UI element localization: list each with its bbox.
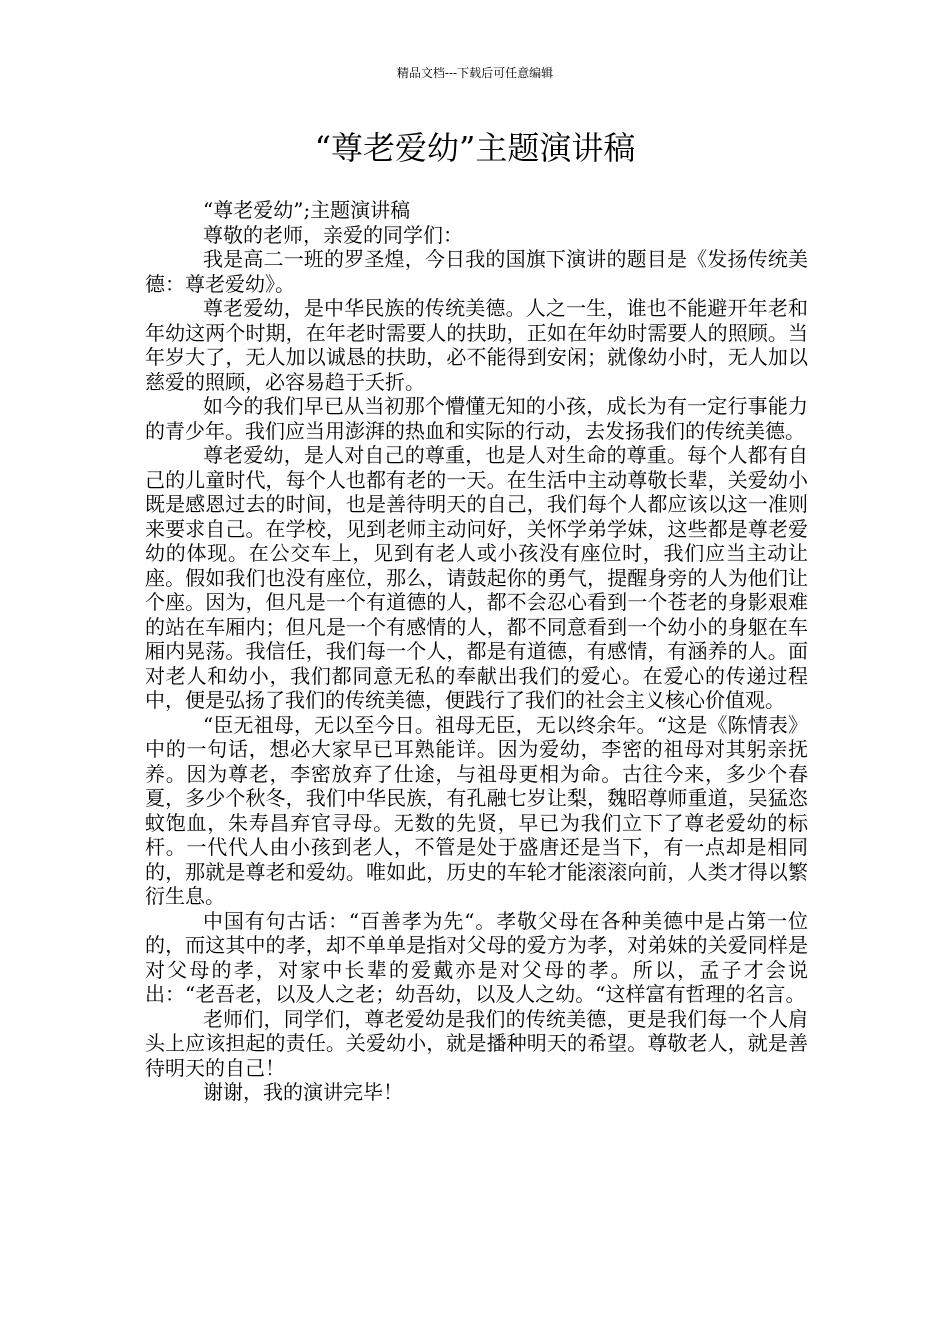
- speech-heading-line: “尊老爱幼”;主题演讲稿: [203, 198, 411, 222]
- speech-body: [145, 198, 808, 1105]
- salutation: 尊敬的老师，亲爱的同学们：: [203, 222, 463, 247]
- paragraph-conclusion: 老师们，同学们，尊老爱幼是我们的传统美德，更是我们每一个人肩头上应该担起的责任。关爱幼小，就是播种明天的希望。尊敬老人，就是善待明天的自己！: [145, 1006, 808, 1080]
- paragraph: 如今的我们早已从当初那个懵懂无知的小孩，成长为有一定行事能力的青少年。我们应当用澎湃的热血和实际的行动，去发扬我们的传统美德。: [145, 394, 808, 443]
- document-title: “尊老爱幼”主题演讲稿: [314, 129, 636, 167]
- paragraph: 尊老爱幼，是中华民族的传统美德。人之一生，谁也不能避开年老和年幼这两个时期，在年老时需要人的扶助，正如在年幼时需要人的照顾。当年岁大了，无人加以诚恳的扶助，必不能得到安闲；就像幼小时，无人加以慈爱的照顾，必容易趋于夭折。: [145, 296, 808, 394]
- paragraph: 尊老爱幼，是人对自己的尊重，也是人对生命的尊重。每个人都有自己的儿童时代，每个人也都有老的一天。在生活中主动尊敬长辈，关爱幼小既是感恩过去的时间，也是善待明天的自己，我们每个人都应该以这一准则来要求自己。在学校，见到老师主动问好，关怀学弟学妹，这些都是尊老爱幼的体现。在公交车上，见到有老人或小孩没有座位时，我们应当主动让座。假如我们也没有座位，那么，请鼓起你的勇气，提醒身旁的人为他们让个座。因为，但凡是一个有道德的人，都不会忍心看到一个苍老的身影艰难的站在车厢内；但凡是一个有感情的人，都不同意看到一个幼小的身躯在车厢内晃荡。我信任，我们每一个人，都是有道德，有感情，有涵养的人。面对老人和幼小，我们都同意无私的奉献出我们的爱心。在爱心的传递过程中，便是弘扬了我们的传统美德，便践行了我们的社会主义核心价值观。: [145, 443, 808, 712]
- paragraph-introduction: 我是高二一班的罗圣煌，今日我的国旗下演讲的题目是《发扬传统美德：尊老爱幼》。: [145, 247, 808, 296]
- closing-line: 谢谢，我的演讲完毕！: [203, 1080, 403, 1104]
- paragraph: 中国有句古话：“百善孝为先“。孝敬父母在各种美德中是占第一位的，而这其中的孝，却不单单是指对父母的爱方为孝，对弟妹的关爱同样是对父母的孝，对家中长辈的爱戴亦是对父母的孝。所以，孟子才会说出：“老吾老，以及人之老；幼吾幼，以及人之幼。“这样富有哲理的名言。: [145, 908, 808, 1006]
- header-note: 精品文档---下载后可任意编辑: [396, 66, 554, 80]
- paragraph: “臣无祖母，无以至今日。祖母无臣，无以终余年。“这是《陈情表》中的一句话，想必大家早已耳熟能详。因为爱幼，李密的祖母对其躬亲抚养。因为尊老，李密放弃了仕途，与祖母更相为命。古往今来，多少个春夏，多少个秋冬，我们中华民族，有孔融七岁让梨，魏昭尊师重道，吴猛恣蚊饱血，朱寿昌弃官寻母。无数的先贤，早已为我们立下了尊老爱幼的标杆。一代代人由小孩到老人，不管是处于盛唐还是当下，有一点却是相同的，那就是尊老和爱幼。唯如此，历史的车轮才能滚滚向前，人类才得以繁衍生息。: [145, 712, 808, 908]
